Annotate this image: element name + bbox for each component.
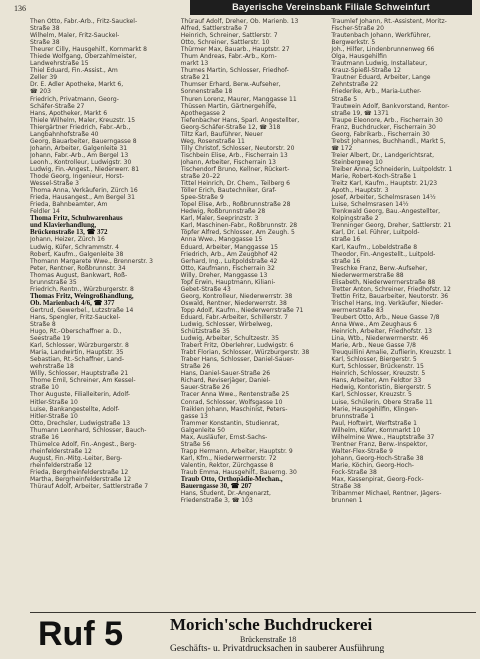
directory-entry: Joh., Hilfer, Lindenbrunnenweg 66: [331, 46, 435, 54]
directory-ad-line: Bauerngasse 30, ☎ 207: [180, 483, 252, 491]
directory-entry: Georg, Bauarbeiter, Bauerngasse 8: [30, 137, 137, 145]
directory-entry: Thüssen Martin, Gärtnergehilfe,: [180, 102, 277, 110]
directory-entry: Karl, Dr. Lel. Führer, Luitpold-: [331, 229, 420, 237]
directory-entry: brunnstraße 1: [331, 412, 375, 420]
directory-entry: Marie, Arb., Neue Gasse 7/8: [331, 342, 417, 350]
directory-entry: brunnstraße 35: [30, 278, 77, 286]
directory-entry: Gerhard, Ing., Luitpoldstraße 42: [180, 257, 278, 265]
directory-entry: Friederike, Arb., Maria-Luther-: [331, 88, 422, 96]
directory-entry: Spee-Straße 9: [180, 194, 224, 202]
directory-entry: Straße 5: [331, 95, 358, 103]
directory-entry: Karl, Schlosser, Biergerstr. 5: [331, 356, 417, 364]
directory-entry: ☎ 172: [331, 144, 353, 152]
directory-ad-line: Ob. Marienbach 4/6, ☎ 377: [30, 299, 115, 307]
directory-entry: Martha, Bergrheinfelderstraße 12: [30, 476, 132, 484]
directory-entry: Thode Georg, Ingenieur, Horst-: [30, 173, 124, 181]
directory-entry: Sauer-Straße 26: [180, 384, 230, 392]
directory-entry: Thuren Lorenz, Maurer, Manggasse 11: [180, 95, 297, 103]
directory-entry: Marie, Hausgehilfin, Klingen-: [331, 405, 419, 413]
directory-entry: Wilhelm, Maler, Fritz-Sauckel-: [30, 32, 120, 40]
directory-entry: Otto, Schreiner, Sattlerstr. 10: [180, 39, 270, 47]
directory-entry: Thomann Margarete Wwe., Brennerstr. 3: [30, 257, 153, 265]
directory-entry: Theodor, Fin.-Angestellt., Luitpold-: [331, 250, 436, 258]
directory-entry: Friedenstraße 3, ☎ 103: [180, 497, 253, 505]
directory-entry: Frieda, Hausangest., Am Bergel 31: [30, 194, 135, 202]
directory-entry: Max, Ausläufer, Ernst-Sachs-: [180, 433, 268, 441]
directory-entry: Lina, Wtb., Niederwerrnerstr. 46: [331, 335, 429, 343]
directory-entry: Langbahnhofstraße 40: [30, 130, 99, 138]
directory-entry: Straße 8: [30, 321, 56, 329]
directory-entry: straße 21: [180, 74, 210, 82]
directory-entry: Thiede Wolfgang, Oberzahlmeister,: [30, 53, 137, 61]
directory-entry: Schützstraße 35: [180, 328, 230, 336]
directory-columns: [30, 18, 476, 610]
directory-entry: Thum Andreas, Fabr.-Arb., Korn-: [180, 53, 277, 61]
directory-entry: Trabt Florian, Schlosser, Würzburgerstr. 38: [180, 349, 310, 357]
directory-entry: Topf Erwin, Hauptmann, Kiliani-: [180, 278, 276, 286]
directory-entry: Topp Adolf, Kaufm., Niederwerrstraße 71: [180, 306, 304, 314]
directory-entry: Kolpingstraße 2: [331, 215, 379, 223]
directory-entry: Treuquillini Amalie, Zuflierin, Kreuzstr. 1: [331, 349, 452, 357]
directory-entry: Trenninger Georg, Dreher, Sattlerstr. 21: [331, 222, 452, 230]
directory-entry: Hedwig, Roßbrunnstraße 28: [180, 208, 266, 216]
directory-entry: Apothegasse 2: [180, 109, 226, 117]
directory-entry: Karl, Kfm., Niederwerrnerstr. 72: [180, 454, 277, 462]
directory-entry: Töpfer Alfred, Schlosser, Am Zeugh. 5: [180, 229, 295, 237]
directory-entry: Heinrich, Arbeiter, Friedhofstr. 13: [331, 328, 432, 336]
directory-entry: Luise, Schülerin, Obere Straße 11: [331, 398, 433, 406]
directory-ad-line: Traub Otto, Orthopädie-Mechan.,: [180, 476, 283, 484]
directory-entry: Straße 38: [331, 483, 361, 491]
page-number: 136: [14, 4, 26, 13]
directory-entry: rheinfelderstraße 12: [30, 447, 92, 455]
directory-entry: straße 19, ☎ 1371: [331, 109, 389, 117]
directory-entry: Johann, Fabr.-Arb., Am Bergel 13: [30, 151, 129, 159]
directory-entry: Treubert Otto, Arb., Neue Gasse 7/8: [331, 313, 440, 321]
directory-column-3: [331, 18, 476, 610]
directory-entry: Hans, Spengler, Fritz-Sauckel-: [30, 313, 121, 321]
directory-entry: Sonnenstraße 18: [180, 88, 233, 96]
ad-subtitle: Geschäfts- u. Privatdrucksachen in sauberer Ausführung: [170, 644, 385, 654]
directory-entry: Marie, Robert-Koch-Straße 1: [331, 173, 417, 181]
directory-entry: Trabert Fritz, Oberlehrer, Ludwigstr. 6: [180, 342, 294, 350]
directory-entry: Zehntstraße 22: [331, 81, 379, 89]
directory-entry: Traiklen Johann, Maschinist, Peters-: [180, 405, 288, 413]
directory-entry: Thürauf Adolf, Arbeiter, Sattlerstraße 7: [30, 483, 149, 491]
directory-entry: Niederwerrnerstraße 88: [331, 271, 404, 279]
directory-entry: straße 20–22: [180, 173, 221, 181]
directory-entry: rheinfelderstraße 12: [30, 461, 92, 469]
directory-entry: gasse 13: [180, 412, 208, 420]
directory-entry: Alfred, Sattlerstraße 7: [180, 25, 248, 33]
directory-entry: Then Otto, Fabr.-Arb., Fritz-Sauckel-: [30, 18, 138, 25]
directory-entry: Dr. E. Adler Apotheke, Markt 6,: [30, 81, 124, 89]
directory-entry: Tracer Anna Wwe., Rentenstraße 25: [180, 391, 290, 399]
directory-entry: Walter-Flex-Straße 9: [331, 447, 393, 455]
directory-entry: Seestraße 19: [30, 335, 71, 343]
directory-entry: Willy, Schlosser, Hauptstraße 21: [30, 370, 129, 378]
directory-entry: Thümelce Adolf, Fin.-Angest., Berg-: [30, 440, 137, 448]
directory-entry: Traub Emma, Hausgehilf., Bauerng. 30: [180, 469, 297, 476]
directory-entry: Trautmann Ludwig, Installateur,: [331, 60, 428, 68]
directory-entry: Trischel Hans, Ing. Verkäufer, Nieder-: [331, 299, 444, 307]
directory-entry: Heinrich, Schreiner, Sattlerstr. 7: [180, 32, 278, 40]
directory-ad-line: Thoma Fritz, Schuhwarenhaus: [30, 215, 123, 223]
directory-entry: Johann, Georg-Hoch-Straße 38: [331, 454, 424, 462]
directory-entry: Frieda, Bergrheinfelderstraße 12: [30, 469, 129, 476]
directory-entry: Straße 38: [30, 39, 60, 47]
directory-entry: Otto, Drechsler, Ludwigstraße 13: [30, 419, 131, 427]
directory-entry: Traupe Eleonore, Arb., Fischerrain 30: [331, 116, 443, 124]
directory-entry: Trentner Franz, Berw.-Inspektor,: [331, 440, 428, 448]
directory-entry: Otto, Kaufmann, Fischerrain 32: [180, 264, 275, 272]
directory-entry: Thomas August, Bankwart, Roß-: [30, 271, 128, 279]
directory-entry: Sebastian, Rt.-Schaffner, Land-: [30, 356, 125, 364]
directory-entry: Trebst Johannes, Buchhandl., Markt 5,: [331, 137, 446, 145]
directory-entry: Luise, Schelmsrasen 14½: [331, 201, 409, 209]
bank-banner: Bayerische Vereinsbank Filiale Schweinfurt: [190, 0, 472, 15]
directory-entry: Marie, Köchin, Georg-Hoch-: [331, 461, 414, 469]
directory-entry: Thürauf Adolf, Dreher, Ob. Marienb. 13: [180, 18, 299, 25]
directory-entry: Eduard, Fabr.-Arbeiter, Schillerstr. 7: [180, 313, 288, 321]
directory-entry: Hedwig, Kontoristin, Biergerstr. 5: [331, 384, 432, 392]
directory-entry: Tischendorf Bruno, Kellner, Rückert-: [180, 165, 290, 173]
directory-entry: Traber Hans, Schlosser, Daniel-Sauer-: [180, 356, 295, 364]
directory-entry: Schäfer-Straße 27: [30, 102, 85, 110]
directory-entry: Eduard, Arbeiter, Manggasse 15: [180, 243, 278, 251]
directory-entry: Karl, Schlosser, Würzburgerstr. 8: [30, 342, 129, 350]
directory-entry: Apoth., Hauptstr. 3: [331, 187, 389, 195]
directory-entry: Topel Elise, Arb., Roßbrunnstraße 28: [180, 201, 291, 209]
directory-entry: straße 10: [30, 384, 59, 392]
directory-entry: Johann, Heizer, Zürch 16: [30, 236, 105, 244]
directory-entry: Hans, Student, Dr.-Angenarzt,: [180, 490, 271, 498]
directory-entry: Peter, Rentner, Roßbrunnstr. 34: [30, 264, 126, 272]
directory-ad-line: Thomas Fritz, Weingroßhandlung,: [30, 292, 134, 300]
ad-title: Morich'sche Buchdruckerei: [170, 615, 373, 634]
print-shop-ad: [30, 614, 476, 656]
directory-ad-line: Brückenstraße 13, ☎ 372: [30, 229, 108, 237]
directory-entry: Friedrich, Privatmann, Georg-: [30, 95, 119, 103]
directory-entry: Ludwig, Schlosser, Wirbelweg,: [180, 321, 273, 329]
directory-entry: Hitler-Straße 10: [30, 412, 78, 420]
directory-entry: Landwehrstraße 15: [30, 60, 89, 68]
directory-entry: Anna Wwe., Manggasse 15: [180, 236, 263, 244]
directory-entry: Wessel-Straße 3: [30, 180, 79, 188]
directory-entry: Franz, Buchdrucker, Fischerrain 30: [331, 123, 436, 131]
directory-entry: Bergwerkstr. 5: [331, 39, 376, 47]
directory-entry: Tiefenbacher Hans, Sparl. Angestellter,: [180, 116, 300, 124]
directory-entry: Conrad, Schlosser, Wolfsgasse 10: [180, 398, 283, 406]
directory-entry: Paul, Hoftwirt, Werftstraße 1: [331, 419, 417, 427]
directory-entry: Tretter Anton, Schreiner, Friedhofstr. 12: [331, 285, 451, 293]
directory-entry: Thiel Eduard, Fin.-Assist., Am: [30, 67, 118, 75]
directory-entry: Thürmer Max, Bauarb., Hauptstr. 27: [180, 46, 290, 54]
directory-entry: Treier Albert, Dr., Landgerichtsrat,: [331, 151, 435, 159]
directory-column-2: [181, 18, 326, 610]
directory-entry: markt 13: [180, 60, 209, 68]
ad-divider: [30, 612, 476, 613]
directory-entry: Johann, Arbeiter, Fischerrain 13: [180, 158, 276, 166]
directory-entry: Leonh., Kontrolleur, Ludwigstr. 30: [30, 158, 132, 166]
directory-entry: Georg, Kontrolleur, Niederwerrstr. 38: [180, 292, 293, 300]
directory-entry: straße 16: [331, 257, 361, 265]
directory-column-1: [30, 18, 175, 610]
directory-entry: Treiber Anna, Schneiderin, Luitpoldstr. 1: [331, 165, 453, 173]
directory-entry: Tittel Heinrich, Dr. Chem., Teilberg 6: [180, 180, 291, 188]
directory-entry: Elisabeth, Niederwerrnerstraße 88: [331, 278, 436, 286]
directory-entry: Trapp Hermann, Arbeiter, Hauptstr. 9: [180, 447, 293, 455]
directory-entry: Ludwig, Arbeiter, Schultzestr. 35: [180, 335, 279, 343]
directory-ad-line: und Klavierhandlung,: [30, 222, 97, 230]
directory-entry: Thor Auguste, Filialleiterin, Adolf-: [30, 391, 131, 399]
directory-entry: Tribammer Michael, Rentner, Jägers-: [331, 490, 442, 498]
directory-entry: Steinbergweg 10: [331, 158, 383, 166]
directory-entry: Straße 26: [180, 363, 211, 371]
directory-entry: werrnerstraße 83: [331, 306, 384, 314]
directory-entry: Hitler-Straße 10: [30, 398, 78, 406]
directory-entry: Karl, Schlosser, Kreuzstr. 5: [331, 391, 412, 399]
directory-entry: Straße 56: [180, 440, 211, 448]
directory-entry: Ludwig, Küfer, Schrammstr. 4: [30, 243, 120, 251]
directory-entry: Thome Emil, Schreiner, Am Kessel-: [30, 377, 136, 385]
directory-entry: brunnen 1: [331, 497, 363, 505]
directory-entry: Oswald, Rentner, Niederwerrstr. 38: [180, 299, 287, 307]
directory-entry: Tischbein Elise, Arb., Fischerrain 13: [180, 151, 288, 159]
directory-entry: Weg, Rosenstraße 11: [180, 137, 245, 145]
directory-entry: Georg-Schäfer-Straße 12, ☎ 318: [180, 123, 281, 131]
directory-entry: Georg, Fabrikarb., Fischerrain 30: [331, 130, 430, 138]
directory-entry: Richard, Reviserjäger, Daniel-: [180, 377, 271, 385]
directory-entry: Frieda, Bahnbeamter, Am: [30, 201, 108, 209]
directory-entry: Fischer-Straße 20: [331, 25, 384, 33]
directory-entry: Karl, Maschinen-Fabr., Roßbrunnstr. 28: [180, 222, 298, 230]
directory-entry: wehrstraße 18: [30, 363, 74, 371]
directory-entry: Josef, Arbeiter, Schelmsrasen 14½: [331, 194, 436, 202]
directory-entry: Töller Erich, Bautechniker, Graf-: [180, 187, 277, 195]
ad-phone: Ruf 5: [38, 615, 123, 653]
directory-entry: Galgenleite 50: [180, 426, 225, 434]
directory-entry: Hans, Apotheker, Markt 6: [30, 109, 108, 117]
directory-entry: Luise, Bankangestellte, Adolf-: [30, 405, 120, 413]
directory-entry: Olga, Hausgehilfin: [331, 53, 387, 61]
directory-entry: Fock-Straße 38: [331, 469, 377, 476]
directory-entry: Trammer Konstantin, Studienrat,: [180, 419, 280, 427]
directory-entry: Karl, Kaufm., Lobeldstraße 8: [331, 243, 418, 251]
directory-entry: Zeller 39: [30, 74, 58, 82]
directory-entry: straße 16: [331, 236, 361, 244]
directory-entry: Traumlef Johann, Rt.-Assistent, Moritz-: [331, 18, 447, 25]
directory-entry: Karl, Maler, Seeprinzstr. 3: [180, 215, 259, 223]
directory-entry: Straße 38: [30, 25, 60, 33]
directory-entry: Thoma Anna, Verkäuferin, Zürch 16: [30, 187, 138, 195]
directory-entry: Theurer Cilly, Hausgehilf., Kornmarkt 8: [30, 46, 147, 54]
directory-entry: Trautwein Adolf, Bankvorstand, Rentor-: [331, 102, 450, 110]
directory-entry: Trettin Fritz, Bauarbeiter, Neutorstr. 36: [331, 292, 449, 300]
directory-entry: August, Fin.-Mitg.-Leiter, Berg-: [30, 454, 123, 462]
directory-entry: Thiele Wilhelm, Maler, Kreuzstr. 15: [30, 116, 136, 124]
directory-entry: Treschke Franz, Berw.-Aufseher,: [331, 264, 428, 272]
directory-entry: Wilhelm, Küfer, Kornmarkt 10: [331, 426, 421, 434]
directory-entry: Wilhelmine Wwe., Hauptstraße 37: [331, 433, 435, 441]
directory-entry: Max, Kassenpirat, Georg-Fock-: [331, 476, 424, 484]
directory-entry: Johann, Arbeiter, Galgenleite 31: [30, 144, 128, 152]
directory-entry: ☎ 203: [30, 88, 51, 96]
directory-entry: Hans, Daniel-Sauer-Straße 26: [180, 370, 271, 378]
directory-entry: Gertrud, Gewerbel., Lutzstraße 14: [30, 306, 134, 314]
directory-entry: Treitz Karl, Kaufm., Hauptstr. 21/23: [331, 180, 438, 188]
directory-entry: Kurt, Schlosser, Brückenstr. 15: [331, 363, 424, 371]
ad-address: Brückenstraße 18: [240, 635, 297, 644]
directory-entry: Anna Wwe., Am Zeughaus 6: [331, 321, 417, 329]
directory-entry: Thumser Erhard, Berw.-Aufseher,: [180, 81, 281, 89]
directory-entry: Maria, Landwirtin, Hauptstr. 35: [30, 349, 124, 357]
directory-entry: Ludwig, Fin.-Angest., Niederwerr. 81: [30, 165, 140, 173]
directory-entry: Robert, Kaufm., Galgenleite 38: [30, 250, 124, 258]
directory-entry: Trautenbach Johann, Werkführer,: [331, 32, 431, 40]
directory-entry: Thumann Leonhard, Schlosser, Bauch-: [30, 426, 147, 434]
directory-entry: Trautner Eduard, Arbeiter, Lange: [331, 74, 431, 82]
directory-entry: Hugo, Rt.-Oberschaffner a. D.,: [30, 328, 122, 336]
directory-entry: Willy, Dreher, Manggasse 13: [180, 271, 268, 279]
directory-entry: Gebet-Straße 43: [180, 285, 231, 293]
directory-entry: Friedrich, Arb., Am Zeugbhof 42: [180, 250, 278, 258]
directory-entry: Heinrich, Schlosser, Kreuzstr. 5: [331, 370, 426, 378]
directory-entry: Valentin, Rektor, Zürchgasse 8: [180, 461, 274, 469]
directory-entry: Trenkwald Georg, Bau.-Angestellter,: [331, 208, 441, 216]
directory-entry: straße 16: [30, 433, 59, 441]
directory-entry: Feldler 14: [30, 208, 60, 216]
directory-entry: Krauz-Spießl-Straße 12: [331, 67, 401, 75]
directory-entry: Tilly Christof, Schlosser, Neutorstr. 20: [180, 144, 295, 152]
directory-entry: Thiergärtner Friedrich, Fabr.-Arb.,: [30, 123, 131, 131]
directory-entry: Thumes Martin, Schlosser, Friedhof-: [180, 67, 289, 75]
directory-entry: Hans, Arbeiter, Am Feldtor 33: [331, 377, 422, 385]
directory-entry: Tiltz Karl, Bauführer, Neuer: [180, 130, 263, 138]
directory-entry: Friedrich, Rentn., Würzburgerstr. 8: [30, 285, 134, 293]
